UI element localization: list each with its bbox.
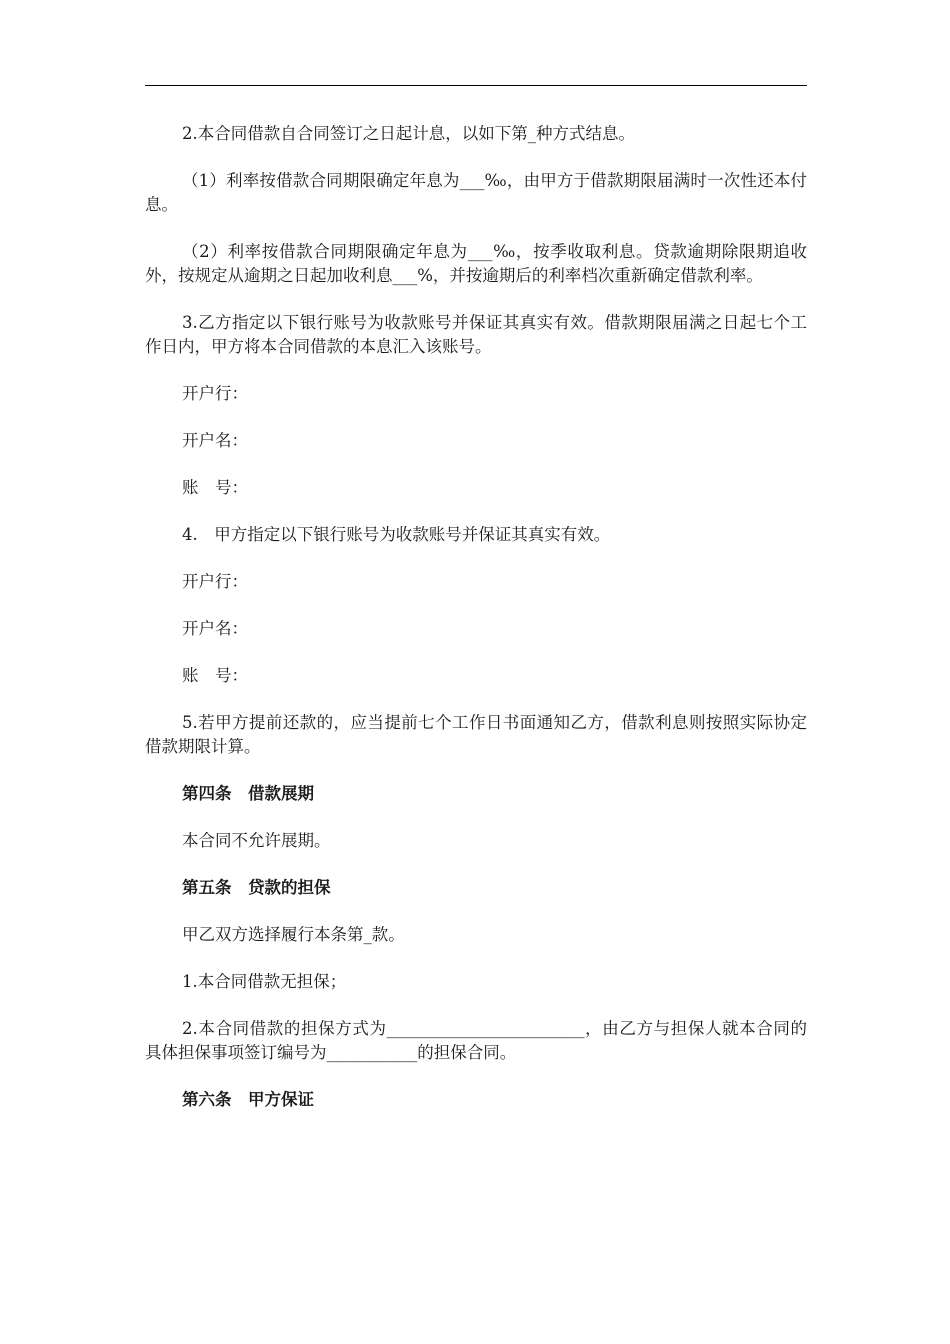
paragraph-guarantee-method: 2.本合同借款的担保方式为________________________，由乙方与担保人就本合同的具体担保事项签订编号为___________的担保合同。 — [145, 1019, 807, 1062]
paragraph-party-b-account: 3.乙方指定以下银行账号为收款账号并保证其真实有效。借款期限届满之日起七个工作日内，甲方将本合同借款的本息汇入该账号。 — [145, 313, 807, 356]
paragraph-option-2: （2）利率按借款合同期限确定年息为___‰，按季收取利息。贷款逾期除限期追收外，按规定从逾期之日起加收利息___%，并按逾期后的利率档次重新确定借款利率。 — [145, 242, 807, 285]
paragraph-interest-method: 2.本合同借款自合同签订之日起计息，以如下第_种方式结息。 — [182, 124, 635, 143]
paragraph-party-a-account: 4. 甲方指定以下银行账号为收款账号并保证其真实有效。 — [182, 525, 611, 544]
paragraph-option-1: （1）利率按借款合同期限确定年息为___‰，由甲方于借款期限届满时一次性还本付息。 — [145, 171, 807, 214]
paragraph-no-guarantee: 1.本合同借款无担保； — [182, 972, 347, 991]
field-account-name-a: 开户名： — [182, 619, 248, 638]
field-account-name-b: 开户名： — [182, 431, 248, 450]
field-bank-name-a: 开户行： — [182, 572, 248, 591]
heading-article-4: 第四条 借款展期 — [182, 784, 314, 803]
field-bank-name-b: 开户行： — [182, 384, 248, 403]
paragraph-no-extension: 本合同不允许展期。 — [182, 831, 331, 850]
heading-article-6: 第六条 甲方保证 — [182, 1090, 314, 1109]
paragraph-guarantee-choice: 甲乙双方选择履行本条第_款。 — [182, 925, 405, 944]
heading-article-5: 第五条 贷款的担保 — [182, 878, 331, 897]
paragraph-early-repayment: 5.若甲方提前还款的，应当提前七个工作日书面通知乙方，借款利息则按照实际协定借款期限计算。 — [145, 713, 807, 756]
document-body — [145, 122, 807, 1135]
field-account-number-b: 账 号： — [182, 478, 248, 497]
field-account-number-a: 账 号： — [182, 666, 248, 685]
header-rule — [145, 85, 807, 86]
